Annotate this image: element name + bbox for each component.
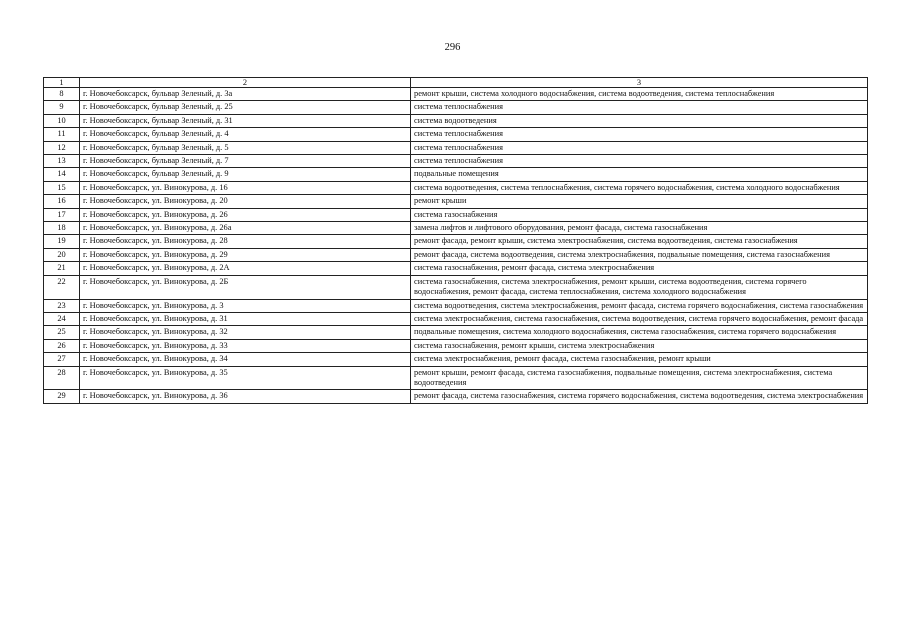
row-address: г. Новочебоксарск, ул. Винокурова, д. 3 [80,299,411,312]
row-address: г. Новочебоксарск, бульвар Зеленый, д. 5 [80,141,411,154]
row-works: ремонт крыши, ремонт фасада, система газоснабжения, подвальные помещения, система электроснабжения, система водоотведения [411,366,868,390]
header-col-3: 3 [411,78,868,88]
table-row [44,155,868,168]
row-address: г. Новочебоксарск, ул. Винокурова, д. 35 [80,366,411,390]
row-address: г. Новочебоксарск, ул. Винокурова, д. 29 [80,248,411,261]
table-row [44,128,868,141]
row-works: система газоснабжения, ремонт крыши, система электроснабжения [411,339,868,352]
row-number: 12 [44,141,80,154]
row-number: 19 [44,235,80,248]
row-number: 18 [44,222,80,235]
row-address: г. Новочебоксарск, ул. Винокурова, д. 26 [80,208,411,221]
row-works: система теплоснабжения [411,141,868,154]
table-row [44,195,868,208]
row-number: 21 [44,262,80,275]
row-number: 17 [44,208,80,221]
row-works: система теплоснабжения [411,155,868,168]
row-address: г. Новочебоксарск, ул. Винокурова, д. 26а [80,222,411,235]
row-works: замена лифтов и лифтового оборудования, ремонт фасада, система газоснабжения [411,222,868,235]
row-number: 25 [44,326,80,339]
table-row [44,181,868,194]
row-address: г. Новочебоксарск, бульвар Зеленый, д. 3а [80,88,411,101]
row-works: ремонт крыши, система холодного водоснабжения, система водоотведения, система теплоснабжения [411,88,868,101]
row-number: 22 [44,275,80,299]
row-address: г. Новочебоксарск, бульвар Зеленый, д. 25 [80,101,411,114]
page-number: 296 [444,42,461,53]
row-works: ремонт фасада, система газоснабжения, система горячего водоснабжения, система водоотведения, система электроснабжения [411,390,868,403]
row-address: г. Новочебоксарск, ул. Винокурова, д. 33 [80,339,411,352]
table-row [44,275,868,299]
row-works: система газоснабжения, ремонт фасада, система электроснабжения [411,262,868,275]
row-works: система теплоснабжения [411,101,868,114]
table-row [44,326,868,339]
row-address: г. Новочебоксарск, ул. Винокурова, д. 2Б [80,275,411,299]
row-address: г. Новочебоксарск, ул. Винокурова, д. 32 [80,326,411,339]
row-address: г. Новочебоксарск, бульвар Зеленый, д. 9 [80,168,411,181]
row-works: система водоотведения, система теплоснабжения, система горячего водоснабжения, система холодного водоснабжения [411,181,868,194]
table-row [44,168,868,181]
table-row [44,248,868,261]
row-address: г. Новочебоксарск, ул. Винокурова, д. 20 [80,195,411,208]
row-address: г. Новочебоксарск, ул. Винокурова, д. 2А [80,262,411,275]
row-works: система водоотведения, система электроснабжения, ремонт фасада, система горячего водоснабжения, система газоснабжения [411,299,868,312]
row-works: ремонт фасада, ремонт крыши, система электроснабжения, система водоотведения, система газоснабжения [411,235,868,248]
row-works: система электроснабжения, ремонт фасада, система газоснабжения, ремонт крыши [411,353,868,366]
row-number: 24 [44,312,80,325]
table-body [44,88,868,404]
row-address: г. Новочебоксарск, бульвар Зеленый, д. 31 [80,114,411,127]
row-works: система газоснабжения [411,208,868,221]
row-address: г. Новочебоксарск, бульвар Зеленый, д. 4 [80,128,411,141]
table-row [44,235,868,248]
row-works: система электроснабжения, система газоснабжения, система водоотведения, система горячего водоснабжения, ремонт фасада [411,312,868,325]
row-works: система водоотведения [411,114,868,127]
row-works: подвальные помещения, система холодного водоснабжения, система газоснабжения, система горячего водоснабжения [411,326,868,339]
row-number: 28 [44,366,80,390]
header-col-1: 1 [44,78,80,88]
table-row [44,366,868,390]
row-number: 23 [44,299,80,312]
row-number: 15 [44,181,80,194]
row-address: г. Новочебоксарск, ул. Винокурова, д. 31 [80,312,411,325]
row-number: 27 [44,353,80,366]
row-number: 14 [44,168,80,181]
row-number: 16 [44,195,80,208]
header-row [44,78,868,88]
registry-table [43,77,868,404]
table-row [44,114,868,127]
row-address: г. Новочебоксарск, ул. Винокурова, д. 28 [80,235,411,248]
row-address: г. Новочебоксарск, ул. Винокурова, д. 36 [80,390,411,403]
table-row [44,222,868,235]
table-row [44,208,868,221]
table-row [44,390,868,403]
row-number: 8 [44,88,80,101]
table-row [44,312,868,325]
table-row [44,353,868,366]
header-col-2: 2 [80,78,411,88]
row-address: г. Новочебоксарск, бульвар Зеленый, д. 7 [80,155,411,168]
table-row [44,101,868,114]
row-number: 26 [44,339,80,352]
row-address: г. Новочебоксарск, ул. Винокурова, д. 16 [80,181,411,194]
row-number: 11 [44,128,80,141]
table-row [44,141,868,154]
row-works: ремонт крыши [411,195,868,208]
row-number: 10 [44,114,80,127]
row-works: ремонт фасада, система водоотведения, система электроснабжения, подвальные помещения, система газоснабжения [411,248,868,261]
row-number: 9 [44,101,80,114]
row-number: 29 [44,390,80,403]
table-row [44,339,868,352]
row-number: 13 [44,155,80,168]
row-works: система газоснабжения, система электроснабжения, ремонт крыши, система водоотведения, система горячего водоснабжения, ремонт фасада, система теплоснабжения, система холодного водоснабжения [411,275,868,299]
table-row [44,299,868,312]
row-works: подвальные помещения [411,168,868,181]
row-works: система теплоснабжения [411,128,868,141]
row-number: 20 [44,248,80,261]
row-address: г. Новочебоксарск, ул. Винокурова, д. 34 [80,353,411,366]
table-row [44,88,868,101]
table-row [44,262,868,275]
